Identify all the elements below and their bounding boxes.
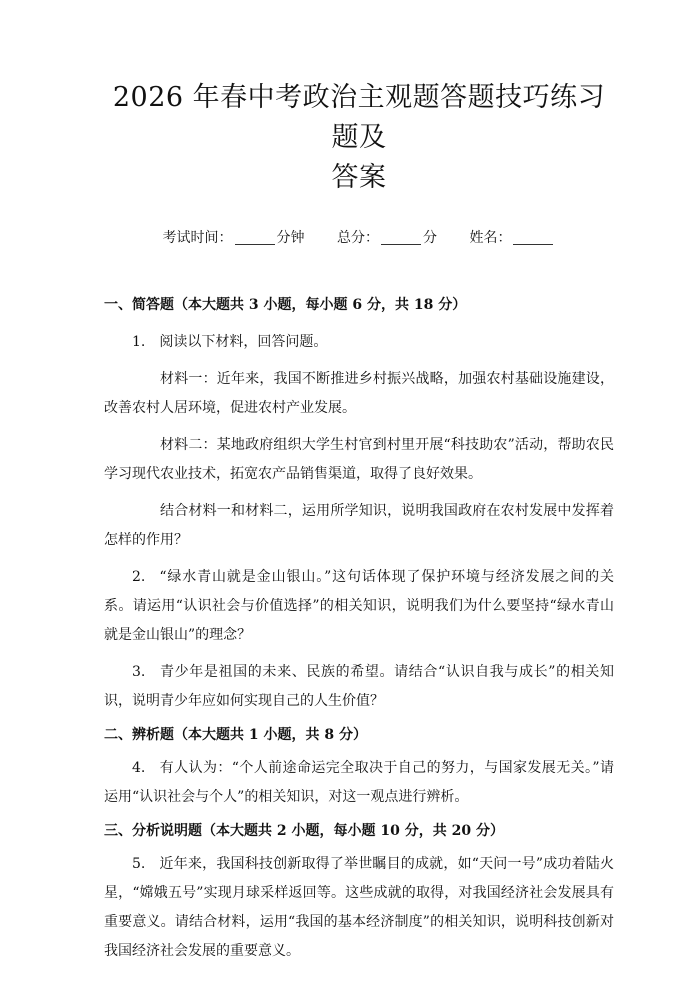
question-2 (104, 563, 614, 650)
student-name-blank[interactable] (513, 244, 553, 245)
exam-time-blank[interactable] (235, 244, 275, 245)
exam-info-row (104, 228, 614, 248)
exam-time-field (163, 228, 305, 248)
question-text: 有人认为：“个人前途命运完全取决于自己的努力，与国家发展无关。”请运用“认识社会与个人”的相关知识，对这一观点进行辨析。 (104, 760, 614, 805)
question-1-prompt: 结合材料一和材料二，运用所学知识，说明我国政府在农村发展中发挥着怎样的作用？ (104, 503, 614, 548)
student-name-field (469, 228, 555, 248)
question-3 (104, 658, 614, 716)
question-1 (104, 328, 614, 357)
section-heading-explanation: 三、分析说明题（本大题共 2 小题，每小题 10 分，共 20 分） (104, 823, 504, 839)
question-4 (104, 754, 614, 812)
document-title (104, 78, 614, 198)
question-number: 5. (132, 856, 146, 872)
question-text: 青少年是祖国的未来、民族的希望。请结合“认识自我与成长”的相关知识，说明青少年应如何实现自己的人生价值？ (104, 664, 614, 709)
document-page (0, 78, 700, 983)
total-score-unit: 分 (423, 230, 437, 246)
total-score-label: 总分： (337, 230, 379, 246)
question-text: 阅读以下材料，回答问题。 (159, 334, 328, 350)
student-name-label: 姓名： (469, 230, 512, 246)
material-1: 材料一：近年来，我国不断推进乡村振兴战略，加强农村基础设施建设，改善农村人居环境，促进农村产业发展。 (104, 371, 614, 416)
material-2: 材料二：某地政府组织大学生村官到村里开展“科技助农”活动，帮助农民学习现代农业技术，拓宽农产品销售渠道，取得了良好效果。 (104, 437, 614, 482)
total-score-field (337, 228, 437, 248)
exam-time-unit: 分钟 (276, 230, 305, 246)
section-heading-short-answer: 一、简答题（本大题共 3 小题，每小题 6 分，共 18 分） (104, 297, 467, 313)
question-number: 3. (132, 664, 146, 680)
exam-time-label: 考试时间： (162, 230, 233, 246)
title-line-2: 答案 (331, 162, 387, 193)
question-number: 1. (132, 334, 146, 350)
question-text: 近年来，我国科技创新取得了举世瞩目的成就，如“天问一号”成功着陆火星，“嫦娥五号”实现月球采样返回等。这些成就的取得，对我国经济社会发展具有重要意义。请结合材料，运用“我国的基本经济制度”的相关知识，说明科技创新对我国经济社会发展的重要意义。 (104, 856, 614, 959)
total-score-blank[interactable] (381, 244, 421, 245)
section-heading-analysis: 二、辨析题（本大题共 1 小题，共 8 分） (104, 727, 367, 743)
question-number: 2. (132, 569, 146, 585)
question-5 (104, 850, 614, 966)
question-text: “绿水青山就是金山银山。”这句话体现了保护环境与经济发展之间的关系。请运用“认识社会与价值选择”的相关知识，说明我们为什么要坚持“绿水青山就是金山银山”的理念？ (104, 569, 614, 643)
question-number: 4. (132, 760, 146, 776)
title-line-1: 2026 年春中考政治主观题答题技巧练习题及 (112, 82, 606, 153)
